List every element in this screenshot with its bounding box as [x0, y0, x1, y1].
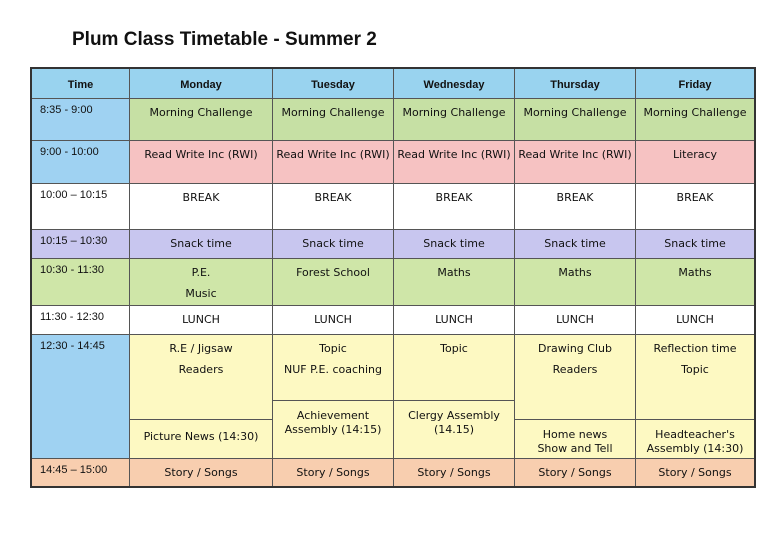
lesson-cell	[273, 400, 394, 459]
lesson-text: Show and Tell	[537, 442, 613, 455]
time-slot: 11:30 - 12:30	[32, 306, 130, 335]
time-slot: 10:00 – 10:15	[32, 184, 130, 230]
lesson-cell: Snack time	[394, 230, 515, 259]
lesson-text: Achievement	[296, 409, 370, 422]
lesson-cell	[273, 335, 394, 400]
header-time: Time	[32, 69, 130, 99]
lesson-text: Readers	[178, 363, 224, 376]
lesson-text: (14.15)	[433, 423, 475, 436]
lesson-cell: Morning Challenge	[515, 99, 636, 141]
lesson-cell: Maths	[515, 259, 636, 306]
lesson-cell: LUNCH	[130, 306, 273, 335]
lesson-cell: Maths	[636, 259, 754, 306]
lesson-cell: Forest School	[273, 259, 394, 306]
lesson-cell: BREAK	[636, 184, 754, 230]
lesson-text: Clergy Assembly	[408, 409, 500, 422]
time-slot: 10:15 – 10:30	[32, 230, 130, 259]
header-tuesday: Tuesday	[273, 69, 394, 99]
timetable	[30, 67, 756, 488]
lesson-cell: Story / Songs	[130, 459, 273, 486]
lesson-cell: Story / Songs	[515, 459, 636, 486]
lesson-cell: Read Write Inc (RWI)	[394, 141, 515, 184]
lesson-cell: BREAK	[130, 184, 273, 230]
lesson-cell: LUNCH	[394, 306, 515, 335]
lesson-cell: Story / Songs	[394, 459, 515, 486]
lesson-text: Assembly (14:30)	[646, 442, 744, 455]
lesson-cell: LUNCH	[273, 306, 394, 335]
lesson-cell: Morning Challenge	[130, 99, 273, 141]
lesson-cell	[394, 400, 515, 459]
lesson-cell: Morning Challenge	[636, 99, 754, 141]
lesson-cell: Picture News (14:30)	[130, 419, 273, 459]
lesson-text: P.E.	[191, 266, 211, 279]
lesson-text: R.E / Jigsaw	[169, 342, 233, 355]
lesson-cell: Snack time	[273, 230, 394, 259]
lesson-cell: Read Write Inc (RWI)	[130, 141, 273, 184]
lesson-cell: Morning Challenge	[394, 99, 515, 141]
header-thursday: Thursday	[515, 69, 636, 99]
lesson-text: NUF P.E. coaching	[283, 363, 382, 376]
time-slot: 12:30 - 14:45	[32, 335, 130, 459]
lesson-cell	[636, 335, 754, 419]
lesson-cell	[130, 259, 273, 306]
lesson-cell: Topic	[394, 335, 515, 400]
header-friday: Friday	[636, 69, 754, 99]
header-monday: Monday	[130, 69, 273, 99]
lesson-cell	[515, 419, 636, 459]
time-slot: 10:30 - 11:30	[32, 259, 130, 306]
lesson-text: Topic	[319, 342, 347, 355]
time-slot: 9:00 - 10:00	[32, 141, 130, 184]
page-title: Plum Class Timetable - Summer 2	[72, 29, 377, 50]
time-slot: 8:35 - 9:00	[32, 99, 130, 141]
lesson-cell	[130, 335, 273, 419]
lesson-text: Drawing Club	[538, 342, 612, 355]
lesson-cell: BREAK	[515, 184, 636, 230]
lesson-cell: Snack time	[636, 230, 754, 259]
lesson-cell: Snack time	[515, 230, 636, 259]
lesson-text: Readers	[552, 363, 598, 376]
lesson-text: Music	[185, 287, 217, 300]
lesson-cell: BREAK	[273, 184, 394, 230]
lesson-cell: Morning Challenge	[273, 99, 394, 141]
lesson-cell: Read Write Inc (RWI)	[515, 141, 636, 184]
lesson-cell: Literacy	[636, 141, 754, 184]
lesson-text: Headteacher's	[655, 428, 735, 441]
lesson-cell: Maths	[394, 259, 515, 306]
lesson-text: Reflection time	[653, 342, 737, 355]
lesson-cell: BREAK	[394, 184, 515, 230]
lesson-cell: Story / Songs	[636, 459, 754, 486]
lesson-text: Topic	[681, 363, 709, 376]
lesson-cell	[636, 419, 754, 459]
time-slot: 14:45 – 15:00	[32, 459, 130, 486]
lesson-cell	[515, 335, 636, 419]
lesson-text: Home news	[542, 428, 608, 441]
lesson-cell: LUNCH	[636, 306, 754, 335]
lesson-cell: Story / Songs	[273, 459, 394, 486]
lesson-cell: Snack time	[130, 230, 273, 259]
lesson-cell: LUNCH	[515, 306, 636, 335]
header-wednesday: Wednesday	[394, 69, 515, 99]
lesson-text: Assembly (14:15)	[284, 423, 382, 436]
lesson-cell: Read Write Inc (RWI)	[273, 141, 394, 184]
